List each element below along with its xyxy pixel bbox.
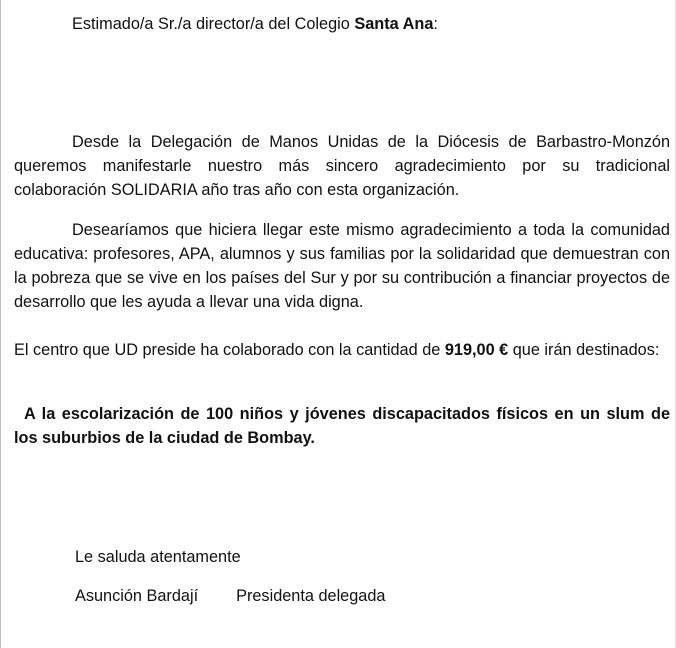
greeting-line [72,12,662,36]
paragraph-thanks: Desde la Delegación de Manos Unidas de la Diócesis de Barbastro-Monzón queremos manifestarle nuestro más sincero agradecimiento por su tradicional colaboración SOLIDARIA año tras año con esta organización. [14,133,670,199]
page-left-edge [0,0,1,648]
school-name: Santa Ana [354,15,434,33]
closing-line: Le saluda atentamente [75,548,241,566]
paragraph-amount [14,338,670,362]
greeting-prefix: Estimado/a Sr./a director/a del Colegio [72,15,355,33]
paragraph-community: Desearíamos que hiciera llegar este mismo agradecimiento a toda la comunidad educativa: profesores, APA, alumnos y sus familias por la solidaridad que demuestran con la pobreza que se vive en los países del Sur y por su contribución a financiar proyectos de desarrollo que les ayuda a llevar una vida digna. [14,221,670,311]
paragraph-destination: A la escolarización de 100 niños y jóvenes discapacitados físicos en un slum de los suburbios de la ciudad de Bombay. [14,405,670,447]
signer-name: Asunción Bardají [75,587,199,605]
signature-line [75,584,575,608]
greeting-suffix: : [433,15,438,33]
amount-prefix: El centro que UD preside ha colaborado con la cantidad de [14,341,445,359]
signer-title: Presidenta delegada [236,587,386,605]
amount-suffix: que irán destinados: [508,341,660,359]
amount-value: 919,00 € [444,341,509,359]
